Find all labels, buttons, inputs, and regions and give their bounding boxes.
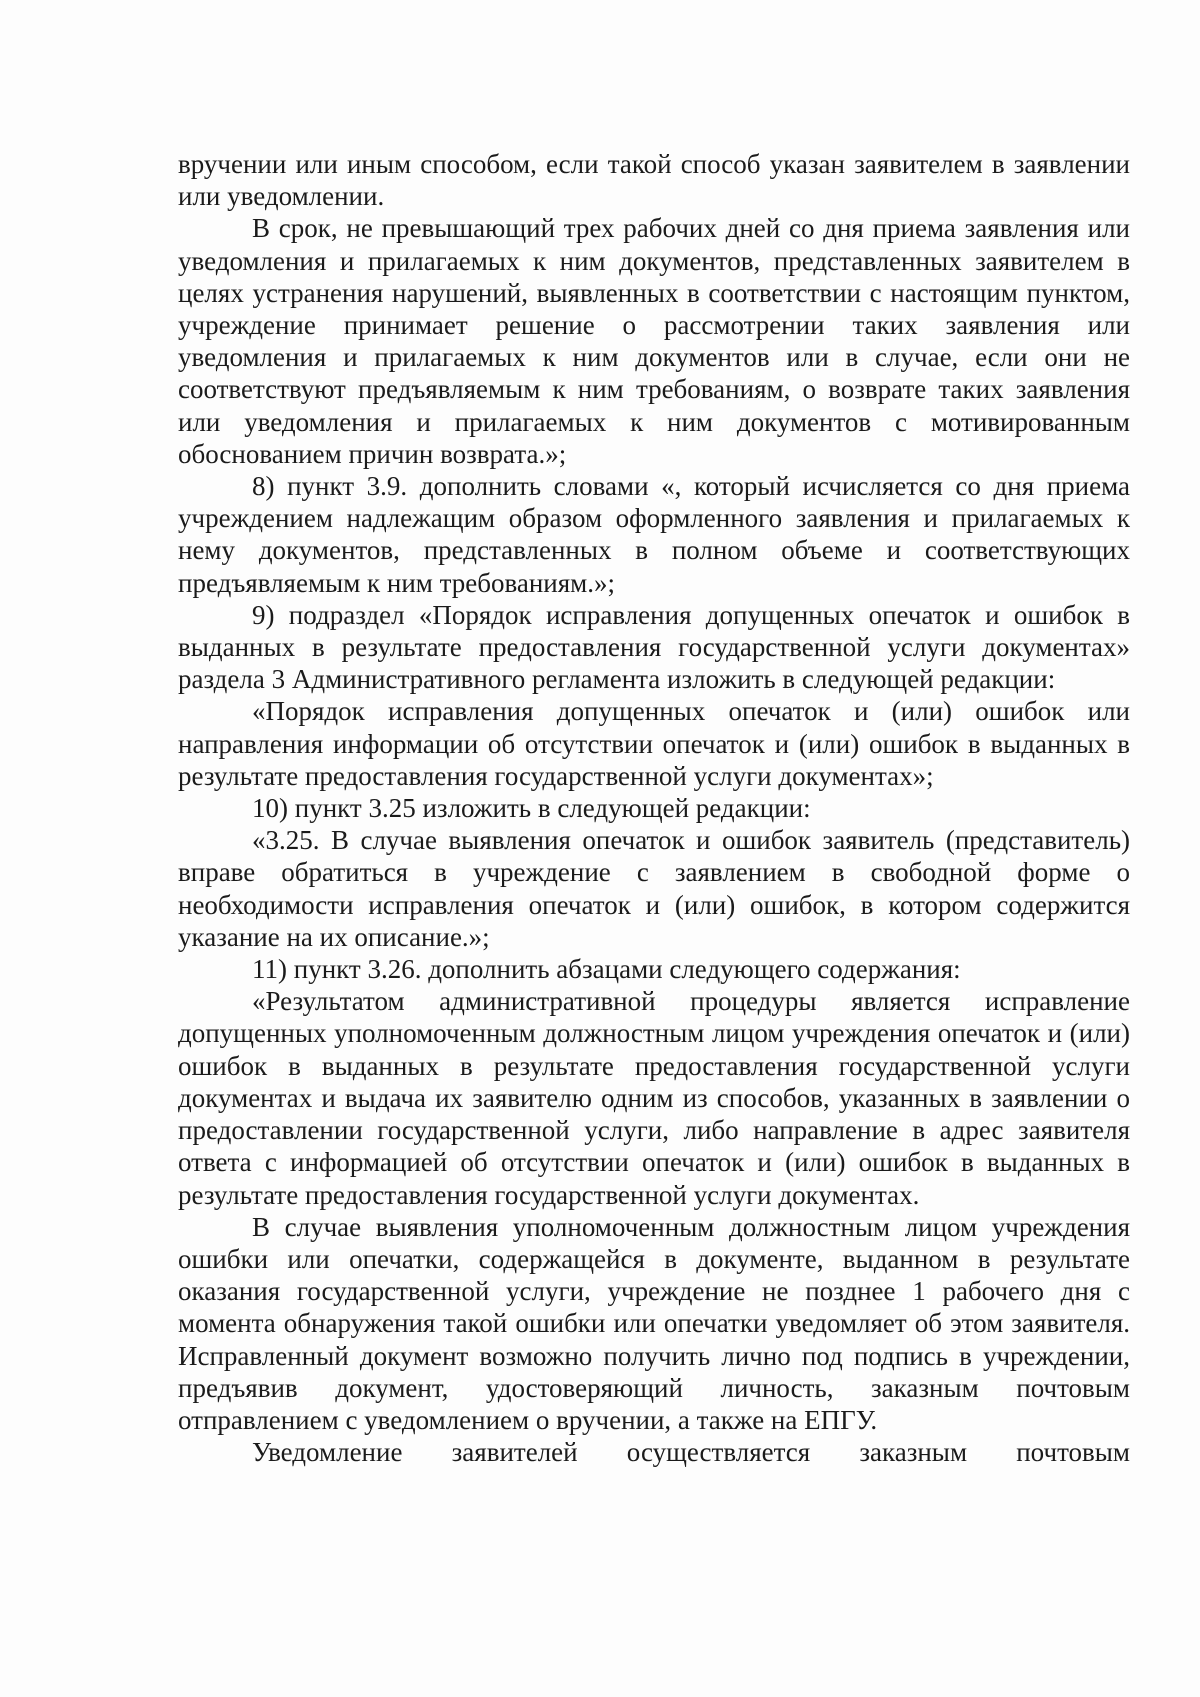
- paragraph-2: В срок, не превышающий трех рабочих дней со дня приема заявления или уведомления и прилагаемых к ним документов, представленных заявителем в целях устранения нарушений, выявленных в соответствии с настоящим пунктом, учреждение принимает решение о рассмотрении таких заявления или уведомления и прилагаемых к ним документов или в случае, если они не соответствуют предъявляемым к ним требованиям, о возврате таких заявления или уведомления и прилагаемых к ним документов с мотивированным обоснованием причин возврата.»;: [178, 213, 1130, 469]
- paragraph-4: 9) подраздел «Порядок исправления допущенных опечаток и ошибок в выданных в результате предоставления государственной услуги документах» раздела 3 Административного регламента изложить в следующей редакции:: [178, 599, 1130, 695]
- paragraph-3: 8) пункт 3.9. дополнить словами «, который исчисляется со дня приема учреждением надлежащим образом оформленного заявления и прилагаемых к нему документов, представленных в полном объеме и соответствующих предъявляемым к ним требованиям.»;: [178, 471, 1130, 598]
- paragraph-6: 10) пункт 3.25 изложить в следующей редакции:: [252, 793, 811, 824]
- paragraph-8: 11) пункт 3.26. дополнить абзацами следующего содержания:: [252, 954, 961, 985]
- paragraph-1: вручении или иным способом, если такой способ указан заявителем в заявлении или уведомлении.: [178, 149, 1130, 212]
- paragraph-5: «Порядок исправления допущенных опечаток и (или) ошибок или направления информации об отсутствии опечаток и (или) ошибок в выданных в результате предоставления государственной услуги документах»;: [178, 696, 1130, 791]
- document-body: [178, 148, 1130, 1468]
- paragraph-7: «3.25. В случае выявления опечаток и ошибок заявитель (представитель) вправе обратиться в учреждение с заявлением в свободной форме о необходимости исправления опечаток и (или) ошибок, в котором содержится указание на их описание.»;: [178, 825, 1130, 952]
- paragraph-11: Уведомление заявителей осуществляется заказным почтовым: [252, 1437, 1130, 1468]
- paragraph-10: В случае выявления уполномоченным должностным лицом учреждения ошибки или опечатки, содержащейся в документе, выданном в результате оказания государственной услуги, учреждение не позднее 1 рабочего дня с момента обнаружения такой ошибки или опечатки уведомляет об этом заявителя. Исправленный документ возможно получить лично под подпись в учреждении, предъявив документ, удостоверяющий личность, заказным почтовым отправлением с уведомлением о вручении, а также на ЕПГУ.: [178, 1211, 1130, 1435]
- paragraph-9: «Результатом административной процедуры является исправление допущенных уполномоченным должностным лицом учреждения опечаток и (или) ошибок в выданных в результате предоставления государственной услуги документах и выдача их заявителю одним из способов, указанных в заявлении о предоставлении государственной услуги, либо направление в адрес заявителя ответа с информацией об отсутствии опечаток и (или) ошибок в выданных в результате предоставления государственной услуги документах.: [178, 986, 1130, 1210]
